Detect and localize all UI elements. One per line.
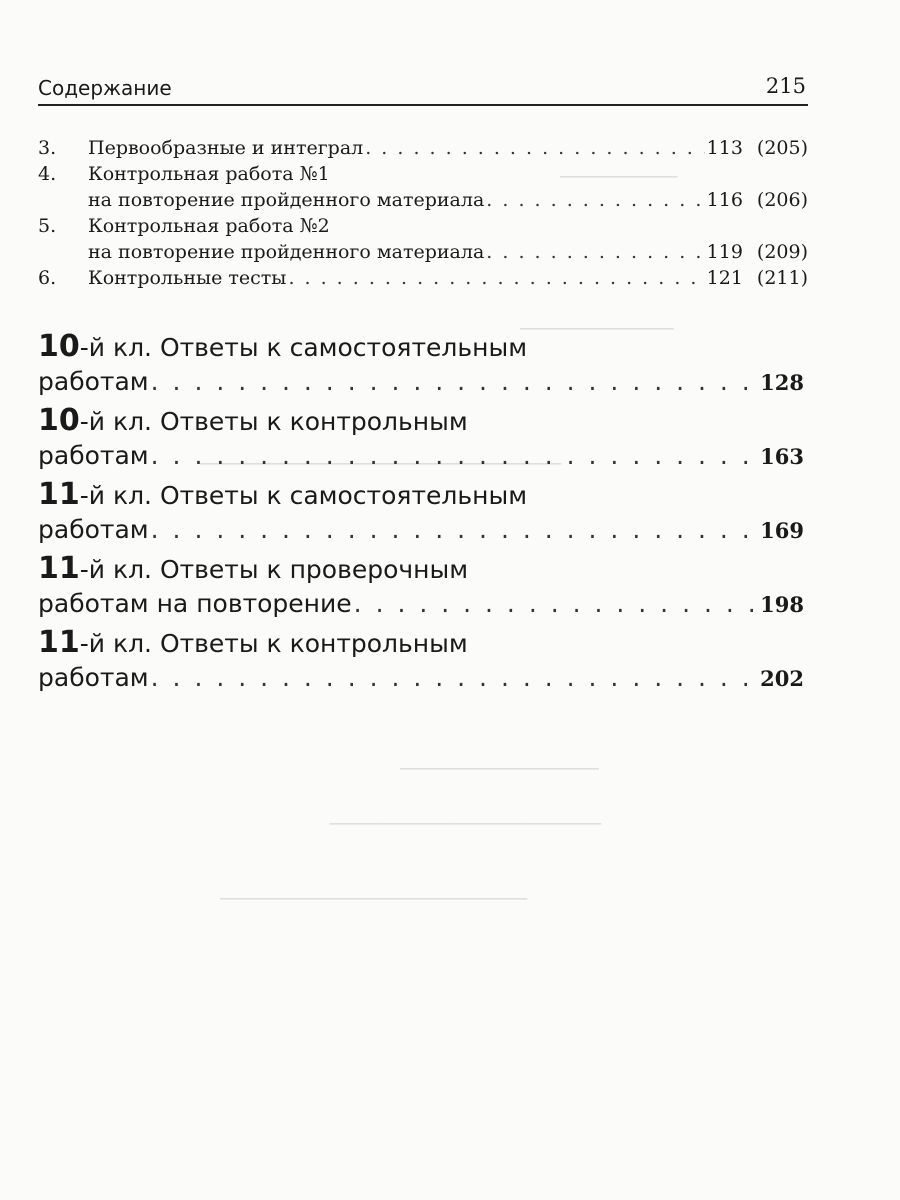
toc-item-number: 3.: [38, 137, 57, 159]
page-number: 215: [765, 74, 806, 98]
toc-item-title: Контрольная работа №1: [88, 163, 330, 185]
bleed-through-text: ────────────────────────────────────────: [200, 455, 562, 473]
entry-title-line2: работам: [38, 663, 149, 692]
toc-item-answer-page: (205): [756, 137, 808, 159]
running-title: Содержание: [38, 76, 172, 100]
toc-item-continuation[interactable]: [38, 240, 808, 264]
bleed-through-text: ─────────────: [560, 168, 678, 186]
bleed-through-text: ──────────────────────: [400, 760, 599, 778]
entry-page: 128: [760, 370, 804, 395]
toc-item-title-line2: на повторение пройденного материала: [88, 189, 485, 211]
dot-leader: [365, 136, 704, 160]
grade-number: 10: [38, 329, 80, 364]
toc-item-page: 119: [706, 241, 743, 263]
grade-number: 11: [38, 625, 80, 660]
bleed-through-text: ──────────────────────────────────: [220, 890, 528, 908]
grade-number: 11: [38, 477, 80, 512]
toc-answers-entry[interactable]: [38, 552, 808, 626]
dot-leader: [151, 438, 759, 474]
toc-item-title: Первообразные и интеграл: [88, 137, 364, 159]
toc-answers-entry[interactable]: [38, 626, 808, 700]
entry-page: 202: [760, 666, 804, 691]
toc-item-title: Контрольная работа №2: [88, 215, 330, 237]
dot-leader: [288, 266, 704, 290]
toc-item-page: 121: [706, 267, 743, 289]
toc-answers-list: [38, 330, 808, 700]
grade-number: 11: [38, 551, 80, 586]
toc-item-answer-page: (211): [756, 267, 808, 289]
toc-item-title: Контрольные тесты: [88, 267, 287, 289]
entry-title: -й кл. Ответы к проверочным: [79, 555, 469, 584]
toc-item-number: 4.: [38, 163, 57, 185]
toc-item-continuation[interactable]: [38, 188, 808, 212]
page-header: [38, 72, 808, 106]
entry-title-line2: работам: [38, 367, 149, 396]
grade-number: 10: [38, 403, 80, 438]
toc-item[interactable]: [38, 136, 808, 160]
dot-leader: [486, 188, 704, 212]
toc-item-number: 5.: [38, 215, 57, 237]
toc-item-number: 6.: [38, 267, 57, 289]
entry-page: 169: [760, 518, 804, 543]
dot-leader: [151, 660, 759, 696]
toc-item-page: 113: [706, 137, 743, 159]
entry-page: 198: [760, 592, 804, 617]
toc-item[interactable]: [38, 214, 808, 238]
toc-subsection-list: [38, 136, 808, 290]
entry-page: 163: [760, 444, 804, 469]
entry-title: -й кл. Ответы к самостоятельным: [79, 333, 528, 362]
toc-item[interactable]: [38, 266, 808, 290]
bleed-through-text: ──────────────────────────────: [330, 815, 601, 833]
toc-answers-entry[interactable]: [38, 330, 808, 404]
entry-title-line2: работам: [38, 441, 149, 470]
toc-item-page: 116: [706, 189, 743, 211]
dot-leader: [151, 512, 759, 548]
dot-leader: [486, 240, 704, 264]
toc-answers-entry[interactable]: [38, 404, 808, 478]
toc-item[interactable]: [38, 162, 808, 186]
dot-leader: [354, 586, 758, 622]
entry-title: -й кл. Ответы к самостоятельным: [79, 481, 528, 510]
dot-leader: [151, 364, 759, 400]
entry-title: -й кл. Ответы к контрольным: [79, 407, 468, 436]
toc-item-title-line2: на повторение пройденного материала: [88, 241, 485, 263]
bleed-through-text: ─────────────────: [520, 320, 674, 338]
toc-item-answer-page: (206): [756, 189, 808, 211]
entry-title-line2: работам на повторение: [38, 589, 352, 618]
toc-item-answer-page: (209): [756, 241, 808, 263]
entry-title-line2: работам: [38, 515, 149, 544]
entry-title: -й кл. Ответы к контрольным: [79, 629, 468, 658]
toc-answers-entry[interactable]: [38, 478, 808, 552]
